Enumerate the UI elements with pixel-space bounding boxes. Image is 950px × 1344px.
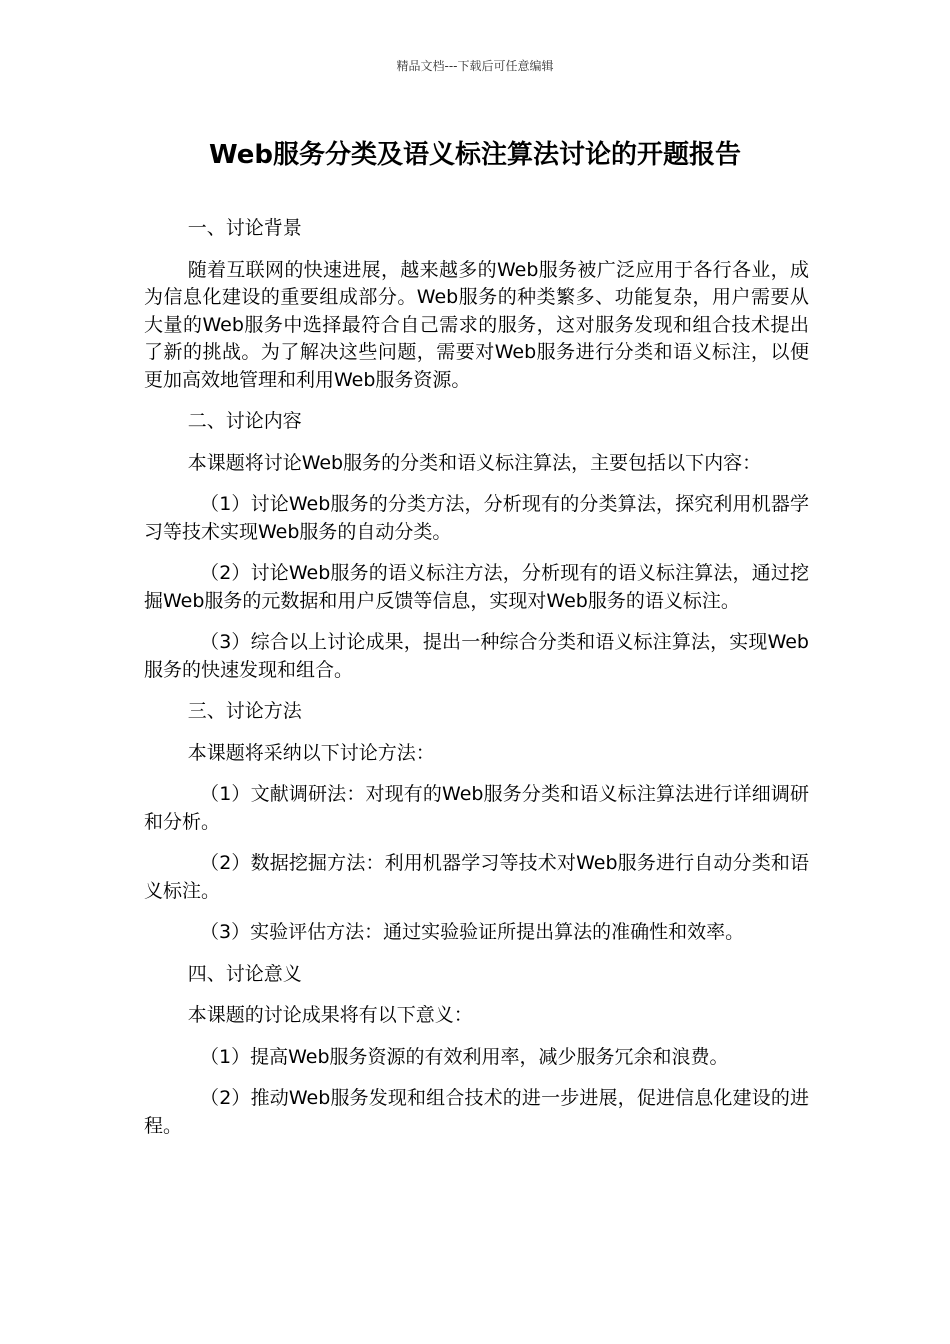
list-item-content-3: （3）综合以上讨论成果，提出一种综合分类和语义标注算法，实现Web服务的快速发现和组合。 [144, 631, 809, 681]
section-heading-method: 三、讨论方法 [187, 700, 302, 722]
list-item-method-1: （1）文献调研法：对现有的Web服务分类和语义标注算法进行详细调研和分析。 [144, 783, 809, 833]
list-item-method-3: （3）实验评估方法：通过实验验证所提出算法的准确性和效率。 [200, 921, 745, 943]
document-body [144, 215, 809, 1154]
list-item-content-2: （2）讨论Web服务的语义标注方法，分析现有的语义标注算法，通过挖掘Web服务的元数据和用户反馈等信息，实现对Web服务的语义标注。 [144, 562, 809, 612]
paragraph-content-intro: 本课题将讨论Web服务的分类和语义标注算法，主要包括以下内容： [187, 451, 762, 474]
list-item-method-2: （2）数据挖掘方法：利用机器学习等技术对Web服务进行自动分类和语义标注。 [144, 852, 809, 902]
list-item-content-1: （1）讨论Web服务的分类方法，分析现有的分类算法，探究利用机器学习等技术实现Web服务的自动分类。 [144, 493, 809, 543]
section-heading-content: 二、讨论内容 [187, 410, 302, 432]
section-heading-background: 一、讨论背景 [187, 217, 302, 239]
paragraph-method-intro: 本课题将采纳以下讨论方法： [187, 741, 435, 764]
header-note: 精品文档---下载后可任意编辑 [396, 59, 554, 73]
paragraph-background: 随着互联网的快速进展，越来越多的Web服务被广泛应用于各行各业，成为信息化建设的重要组成部分。Web服务的种类繁多、功能复杂，用户需要从大量的Web服务中选择最符合自己需求的服务，这对服务发现和组合技术提出了新的挑战。为了解决这些问题，需要对Web服务进行分类和语义标注，以便更加高效地管理和利用Web服务资源。 [144, 258, 809, 391]
document-title: Web服务分类及语义标注算法讨论的开题报告 [209, 140, 741, 170]
paragraph-significance-intro: 本课题的讨论成果将有以下意义： [187, 1004, 473, 1026]
list-item-significance-2: （2）推动Web服务发现和组合技术的进一步进展，促进信息化建设的进程。 [144, 1087, 809, 1137]
section-heading-significance: 四、讨论意义 [187, 962, 302, 985]
list-item-significance-1: （1）提高Web服务资源的有效利用率，减少服务冗余和浪费。 [200, 1045, 729, 1068]
